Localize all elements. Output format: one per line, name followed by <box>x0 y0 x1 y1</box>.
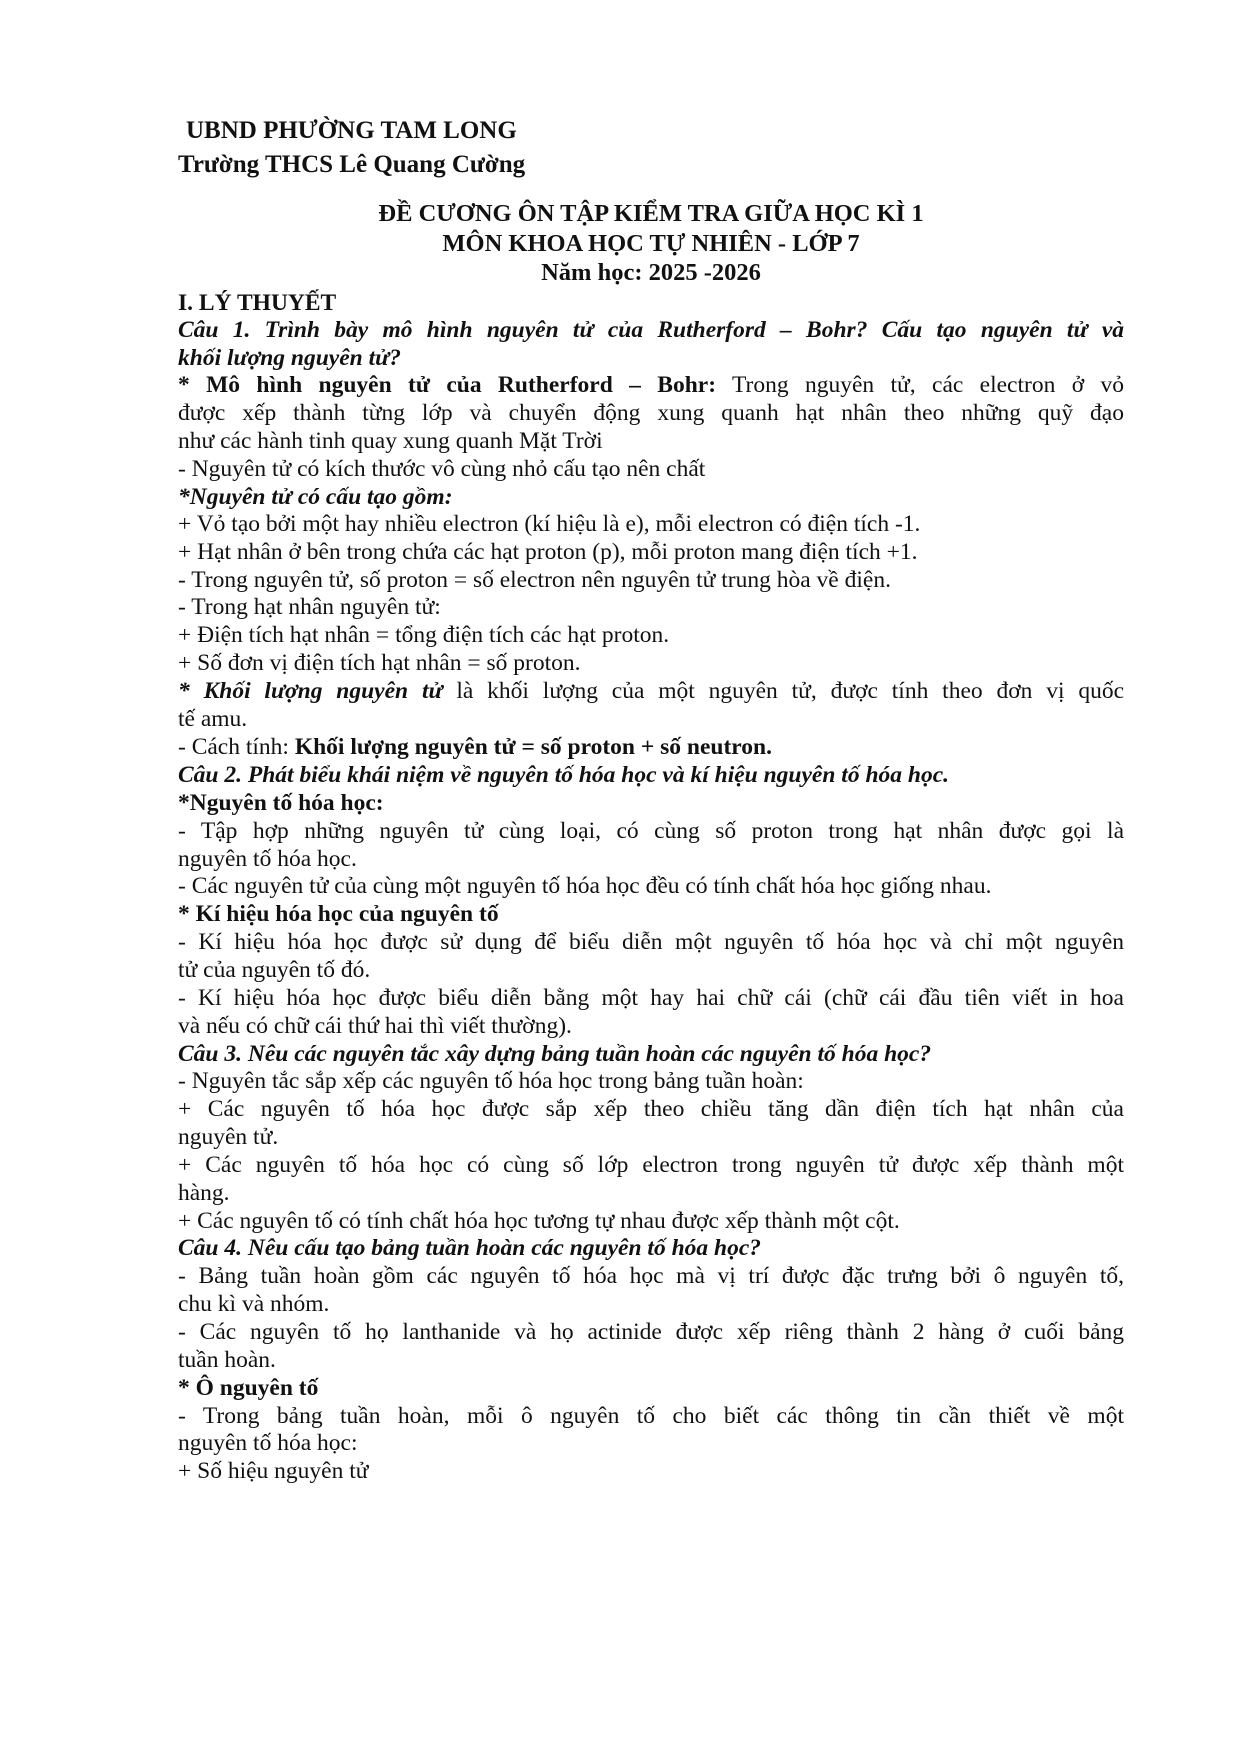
paragraph-line <box>178 676 1124 706</box>
paragraph-line <box>178 732 1124 762</box>
question-1-title-cont: khối lượng nguyên tử? <box>178 345 401 371</box>
model-label: * Mô hình nguyên tử của Rutherford – Bohr: <box>178 372 717 398</box>
paragraph-line: như các hành tinh quay xung quanh Mặt Trời <box>178 428 603 454</box>
paragraph-line: được xếp thành từng lớp và chuyển động xung quanh hạt nhân theo những quỹ đạo <box>178 400 1124 426</box>
cell-label: * Ô nguyên tố <box>178 1375 319 1401</box>
paragraph-line: chu kì và nhóm. <box>178 1291 330 1317</box>
mass-label: Khối lượng nguyên tử <box>203 678 443 704</box>
doc-title-line1: ĐỀ CƯƠNG ÔN TẬP KIỂM TRA GIỮA HỌC KÌ 1 <box>378 200 924 227</box>
doc-title-year: Năm học: 2025 -2026 <box>541 259 761 286</box>
paragraph-line: + Điện tích hạt nhân = tổng điện tích các hạt proton. <box>178 622 670 648</box>
calc-formula: Khối lượng nguyên tử = số proton + số neutron. <box>294 734 772 760</box>
paragraph-line: - Bảng tuần hoàn gồm các nguyên tố hóa học mà vị trí được đặc trưng bởi ô nguyên tố, <box>178 1263 1124 1289</box>
model-text: Trong nguyên tử, các electron ở vỏ <box>716 372 1125 398</box>
paragraph-line: + Các nguyên tố có tính chất hóa học tương tự nhau được xếp thành một cột. <box>178 1208 900 1234</box>
paragraph-line: - Các nguyên tử của cùng một nguyên tố hóa học đều có tính chất hóa học giống nhau. <box>178 873 992 899</box>
school-header: Trường THCS Lê Quang Cường <box>178 151 526 178</box>
paragraph-line: tuần hoàn. <box>178 1347 276 1373</box>
paragraph-line: - Tập hợp những nguyên tử cùng loại, có cùng số proton trong hạt nhân được gọi là <box>178 818 1124 844</box>
paragraph-line: nguyên tử. <box>178 1124 279 1150</box>
paragraph-line: tử của nguyên tố đó. <box>178 957 371 983</box>
symbol-label: * Kí hiệu hóa học của nguyên tố <box>178 901 499 927</box>
question-4-title: Câu 4. Nêu cấu tạo bảng tuần hoàn các nguyên tố hóa học? <box>178 1235 762 1261</box>
element-label: *Nguyên tố hóa học: <box>178 790 384 816</box>
question-3-title: Câu 3. Nêu các nguyên tắc xây dựng bảng tuần hoàn các nguyên tố hóa học? <box>178 1041 932 1067</box>
paragraph-line: - Trong bảng tuần hoàn, mỗi ô nguyên tố cho biết các thông tin cần thiết về một <box>178 1403 1124 1429</box>
paragraph-line: hàng. <box>178 1180 230 1206</box>
question-1-title: Câu 1. Trình bày mô hình nguyên tử của Rutherford – Bohr? Cấu tạo nguyên tử và <box>178 317 1124 343</box>
doc-title-line2: MÔN KHOA HỌC TỰ NHIÊN - LỚP 7 <box>442 230 860 257</box>
paragraph-line: - Nguyên tử có kích thước vô cùng nhỏ cấu tạo nên chất <box>178 456 706 482</box>
structure-label: *Nguyên tử có cấu tạo gồm: <box>178 484 453 510</box>
mass-text: là khối lượng của một nguyên tử, được tính theo đơn vị quốc <box>442 678 1124 704</box>
org-header: UBND PHƯỜNG TAM LONG <box>186 117 517 144</box>
section-heading-theory: I. LÝ THUYẾT <box>178 290 337 316</box>
paragraph-line: - Trong nguyên tử, số proton = số electron nên nguyên tử trung hòa về điện. <box>178 567 891 593</box>
mass-prefix: * <box>178 678 204 704</box>
paragraph-line: + Số hiệu nguyên tử <box>178 1458 369 1484</box>
paragraph-line: nguyên tố hóa học. <box>178 846 357 872</box>
paragraph-line: và nếu có chữ cái thứ hai thì viết thường). <box>178 1013 572 1039</box>
paragraph-line: - Kí hiệu hóa học được biểu diễn bằng một hay hai chữ cái (chữ cái đầu tiên viết in hoa <box>178 985 1124 1011</box>
paragraph-line: + Số đơn vị điện tích hạt nhân = số proton. <box>178 650 581 676</box>
paragraph-line: nguyên tố hóa học: <box>178 1430 358 1456</box>
paragraph-line: + Các nguyên tố hóa học có cùng số lớp electron trong nguyên tử được xếp thành một <box>178 1152 1124 1178</box>
paragraph-line: + Các nguyên tố hóa học được sắp xếp theo chiều tăng dần điện tích hạt nhân của <box>178 1096 1124 1122</box>
paragraph-line: - Trong hạt nhân nguyên tử: <box>178 594 441 620</box>
paragraph-line: + Hạt nhân ở bên trong chứa các hạt proton (p), mỗi proton mang điện tích +1. <box>178 539 918 565</box>
paragraph-line <box>178 370 1124 400</box>
calc-prefix: - Cách tính: <box>178 734 295 760</box>
paragraph-line: + Vỏ tạo bởi một hay nhiều electron (kí hiệu là e), mỗi electron có điện tích -1. <box>178 511 921 537</box>
paragraph-line: tế amu. <box>178 706 248 732</box>
paragraph-line: - Nguyên tắc sắp xếp các nguyên tố hóa học trong bảng tuần hoàn: <box>178 1068 804 1094</box>
question-2-title: Câu 2. Phát biểu khái niệm về nguyên tố hóa học và kí hiệu nguyên tố hóa học. <box>178 762 950 788</box>
paragraph-line: - Các nguyên tố họ lanthanide và họ actinide được xếp riêng thành 2 hàng ở cuối bảng <box>178 1319 1124 1345</box>
paragraph-line: - Kí hiệu hóa học được sử dụng để biểu diễn một nguyên tố hóa học và chỉ một nguyên <box>178 929 1124 955</box>
